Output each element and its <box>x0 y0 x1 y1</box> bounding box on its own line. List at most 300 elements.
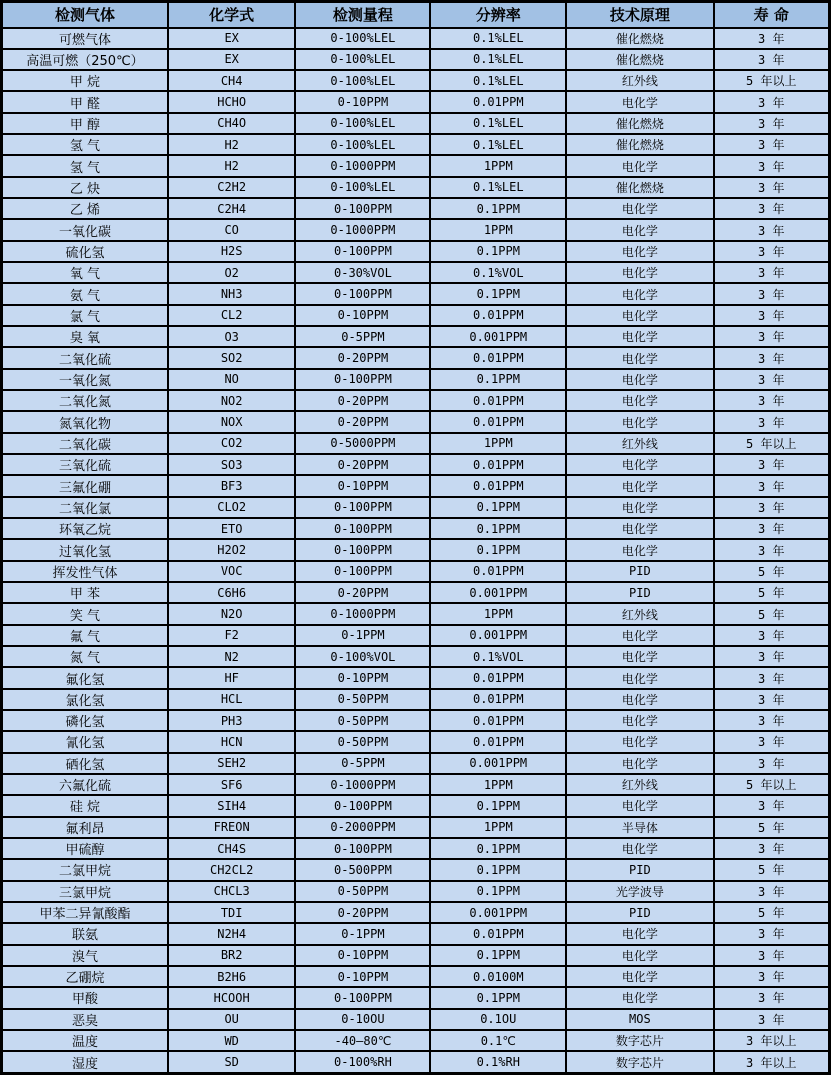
cell-resolution: 0.1PPM <box>430 369 566 390</box>
table-row <box>2 774 830 795</box>
cell-range: 0-100PPM <box>295 561 430 582</box>
cell-life: 5 年 <box>714 902 830 923</box>
table-row <box>2 518 830 539</box>
cell-formula: B2H6 <box>168 966 296 987</box>
table-row <box>2 91 830 112</box>
table-row <box>2 902 830 923</box>
cell-gas: 甲酸 <box>2 987 168 1008</box>
cell-gas: 三氟化硼 <box>2 475 168 496</box>
cell-formula: NO <box>168 369 296 390</box>
cell-life: 3 年 <box>714 49 830 70</box>
cell-range: 0-50PPM <box>295 710 430 731</box>
cell-range: 0-500PPM <box>295 859 430 880</box>
cell-life: 3 年 <box>714 1009 830 1030</box>
cell-principle: 电化学 <box>566 987 713 1008</box>
cell-formula: CH2CL2 <box>168 859 296 880</box>
cell-life: 5 年 <box>714 582 830 603</box>
cell-resolution: 0.01PPM <box>430 710 566 731</box>
cell-life: 3 年 <box>714 326 830 347</box>
cell-principle: 电化学 <box>566 497 713 518</box>
table-row <box>2 411 830 432</box>
cell-formula: H2S <box>168 241 296 262</box>
cell-resolution: 0.1PPM <box>430 198 566 219</box>
cell-principle: 电化学 <box>566 91 713 112</box>
cell-gas: 湿度 <box>2 1051 168 1073</box>
cell-gas: 二氧化碳 <box>2 433 168 454</box>
cell-resolution: 0.001PPM <box>430 582 566 603</box>
cell-life: 3 年 <box>714 155 830 176</box>
cell-formula: OU <box>168 1009 296 1030</box>
cell-principle: 电化学 <box>566 795 713 816</box>
table-row <box>2 795 830 816</box>
table-row <box>2 838 830 859</box>
table-row <box>2 667 830 688</box>
cell-formula: N2O <box>168 603 296 624</box>
cell-range: 0-100PPM <box>295 518 430 539</box>
cell-range: 0-1000PPM <box>295 603 430 624</box>
cell-principle: 电化学 <box>566 198 713 219</box>
cell-life: 3 年 <box>714 923 830 944</box>
cell-life: 3 年 <box>714 966 830 987</box>
cell-gas: 臭 氧 <box>2 326 168 347</box>
cell-principle: 电化学 <box>566 155 713 176</box>
cell-gas: 氯化氢 <box>2 689 168 710</box>
cell-principle: 电化学 <box>566 326 713 347</box>
table-row <box>2 49 830 70</box>
cell-range: 0-100%LEL <box>295 70 430 91</box>
cell-principle: 电化学 <box>566 518 713 539</box>
cell-life: 3 年 <box>714 283 830 304</box>
cell-range: 0-1000PPM <box>295 155 430 176</box>
table-row <box>2 283 830 304</box>
cell-principle: 电化学 <box>566 475 713 496</box>
table-row <box>2 113 830 134</box>
table-row <box>2 945 830 966</box>
cell-life: 3 年 <box>714 91 830 112</box>
cell-range: 0-10PPM <box>295 667 430 688</box>
cell-formula: HCOOH <box>168 987 296 1008</box>
cell-gas: 硫化氢 <box>2 241 168 262</box>
cell-range: 0-20PPM <box>295 454 430 475</box>
cell-range: 0-10OU <box>295 1009 430 1030</box>
table-row <box>2 1030 830 1051</box>
cell-resolution: 1PPM <box>430 774 566 795</box>
cell-life: 3 年 <box>714 497 830 518</box>
cell-principle: 红外线 <box>566 603 713 624</box>
table-row <box>2 625 830 646</box>
cell-principle: 电化学 <box>566 305 713 326</box>
cell-range: 0-100PPM <box>295 241 430 262</box>
header-row <box>2 2 830 28</box>
cell-formula: CH4 <box>168 70 296 91</box>
cell-gas: 六氟化硫 <box>2 774 168 795</box>
cell-life: 3 年 <box>714 838 830 859</box>
cell-formula: O2 <box>168 262 296 283</box>
header-formula: 化学式 <box>168 2 296 28</box>
table-row <box>2 603 830 624</box>
cell-gas: 二氧化硫 <box>2 347 168 368</box>
table-row <box>2 1051 830 1073</box>
cell-principle: 电化学 <box>566 241 713 262</box>
cell-life: 3 年 <box>714 28 830 49</box>
cell-formula: NOX <box>168 411 296 432</box>
cell-formula: WD <box>168 1030 296 1051</box>
cell-gas: 氟化氢 <box>2 667 168 688</box>
table-row <box>2 326 830 347</box>
cell-range: 0-10PPM <box>295 305 430 326</box>
cell-life: 3 年 <box>714 262 830 283</box>
cell-principle: 电化学 <box>566 731 713 752</box>
cell-principle: PID <box>566 561 713 582</box>
cell-resolution: 0.1%RH <box>430 1051 566 1073</box>
cell-range: 0-100PPM <box>295 838 430 859</box>
table-row <box>2 582 830 603</box>
cell-range: 0-30%VOL <box>295 262 430 283</box>
cell-range: 0-50PPM <box>295 881 430 902</box>
cell-formula: CO <box>168 219 296 240</box>
table-row <box>2 219 830 240</box>
cell-gas: 一氧化碳 <box>2 219 168 240</box>
cell-resolution: 0.01PPM <box>430 454 566 475</box>
cell-resolution: 0.1OU <box>430 1009 566 1030</box>
cell-resolution: 0.1%VOL <box>430 262 566 283</box>
cell-gas: 氰化氢 <box>2 731 168 752</box>
cell-life: 3 年 <box>714 134 830 155</box>
cell-life: 5 年 <box>714 603 830 624</box>
cell-formula: SO3 <box>168 454 296 475</box>
table-row <box>2 369 830 390</box>
cell-formula: NH3 <box>168 283 296 304</box>
cell-resolution: 0.001PPM <box>430 625 566 646</box>
cell-resolution: 0.1℃ <box>430 1030 566 1051</box>
table-row <box>2 262 830 283</box>
cell-resolution: 0.01PPM <box>430 347 566 368</box>
cell-range: 0-1000PPM <box>295 219 430 240</box>
cell-life: 5 年 <box>714 817 830 838</box>
cell-resolution: 0.01PPM <box>430 689 566 710</box>
cell-principle: 电化学 <box>566 646 713 667</box>
cell-formula: SO2 <box>168 347 296 368</box>
cell-range: 0-100%RH <box>295 1051 430 1073</box>
table-row <box>2 155 830 176</box>
cell-gas: 笑 气 <box>2 603 168 624</box>
cell-range: 0-10PPM <box>295 91 430 112</box>
cell-formula: HCL <box>168 689 296 710</box>
cell-gas: 乙 炔 <box>2 177 168 198</box>
cell-gas: 乙硼烷 <box>2 966 168 987</box>
cell-resolution: 0.0100M <box>430 966 566 987</box>
cell-principle: 半导体 <box>566 817 713 838</box>
table-row <box>2 454 830 475</box>
cell-life: 5 年 <box>714 561 830 582</box>
cell-life: 5 年 <box>714 859 830 880</box>
cell-resolution: 1PPM <box>430 219 566 240</box>
header-principle: 技术原理 <box>566 2 713 28</box>
cell-principle: 电化学 <box>566 454 713 475</box>
cell-gas: 可燃气体 <box>2 28 168 49</box>
table-row <box>2 689 830 710</box>
cell-formula: SF6 <box>168 774 296 795</box>
cell-resolution: 0.1PPM <box>430 497 566 518</box>
cell-gas: 一氧化氮 <box>2 369 168 390</box>
cell-formula: O3 <box>168 326 296 347</box>
cell-resolution: 0.01PPM <box>430 731 566 752</box>
table-row <box>2 817 830 838</box>
table-row <box>2 881 830 902</box>
cell-life: 3 年 <box>714 518 830 539</box>
cell-principle: 电化学 <box>566 838 713 859</box>
cell-life: 3 年 <box>714 219 830 240</box>
cell-formula: TDI <box>168 902 296 923</box>
table-row <box>2 710 830 731</box>
cell-range: 0-100PPM <box>295 369 430 390</box>
cell-gas: 氟 气 <box>2 625 168 646</box>
cell-range: 0-20PPM <box>295 390 430 411</box>
cell-principle: 电化学 <box>566 411 713 432</box>
table-row <box>2 390 830 411</box>
cell-gas: 甲 烷 <box>2 70 168 91</box>
cell-formula: PH3 <box>168 710 296 731</box>
cell-gas: 联氨 <box>2 923 168 944</box>
cell-resolution: 1PPM <box>430 433 566 454</box>
cell-formula: FREON <box>168 817 296 838</box>
cell-resolution: 0.01PPM <box>430 923 566 944</box>
cell-gas: 甲 醛 <box>2 91 168 112</box>
cell-range: 0-1PPM <box>295 923 430 944</box>
cell-range: 0-1PPM <box>295 625 430 646</box>
header-resolution: 分辨率 <box>430 2 566 28</box>
cell-range: 0-10PPM <box>295 966 430 987</box>
cell-range: 0-100%LEL <box>295 49 430 70</box>
cell-resolution: 0.1PPM <box>430 945 566 966</box>
cell-resolution: 0.1%LEL <box>430 28 566 49</box>
cell-life: 3 年 <box>714 731 830 752</box>
cell-formula: SEH2 <box>168 753 296 774</box>
cell-principle: 光学波导 <box>566 881 713 902</box>
cell-formula: BF3 <box>168 475 296 496</box>
cell-resolution: 0.01PPM <box>430 411 566 432</box>
cell-formula: HCN <box>168 731 296 752</box>
cell-gas: 温度 <box>2 1030 168 1051</box>
cell-life: 3 年 <box>714 795 830 816</box>
cell-gas: 氢 气 <box>2 134 168 155</box>
cell-principle: 电化学 <box>566 369 713 390</box>
table-row <box>2 859 830 880</box>
cell-range: 0-10PPM <box>295 475 430 496</box>
cell-resolution: 0.01PPM <box>430 305 566 326</box>
cell-resolution: 0.1PPM <box>430 838 566 859</box>
cell-resolution: 0.1%VOL <box>430 646 566 667</box>
cell-gas: 氢 气 <box>2 155 168 176</box>
cell-resolution: 0.1PPM <box>430 859 566 880</box>
cell-principle: 电化学 <box>566 966 713 987</box>
cell-life: 3 年 <box>714 475 830 496</box>
header-gas: 检测气体 <box>2 2 168 28</box>
table-row <box>2 28 830 49</box>
cell-formula: EX <box>168 28 296 49</box>
cell-range: 0-5PPM <box>295 753 430 774</box>
cell-resolution: 0.001PPM <box>430 902 566 923</box>
cell-gas: 二氯甲烷 <box>2 859 168 880</box>
table-row <box>2 987 830 1008</box>
cell-life: 3 年 <box>714 454 830 475</box>
cell-life: 3 年 <box>714 710 830 731</box>
cell-resolution: 0.1PPM <box>430 881 566 902</box>
cell-range: 0-1000PPM <box>295 774 430 795</box>
cell-resolution: 0.1%LEL <box>430 177 566 198</box>
cell-formula: NO2 <box>168 390 296 411</box>
cell-principle: 电化学 <box>566 667 713 688</box>
cell-principle: 电化学 <box>566 262 713 283</box>
table-row <box>2 731 830 752</box>
cell-range: 0-20PPM <box>295 347 430 368</box>
cell-gas: 高温可燃（250℃） <box>2 49 168 70</box>
cell-gas: 二氧化氯 <box>2 497 168 518</box>
table-row <box>2 966 830 987</box>
cell-life: 3 年 <box>714 177 830 198</box>
cell-life: 3 年 <box>714 539 830 560</box>
cell-formula: HF <box>168 667 296 688</box>
cell-gas: 三氧化硫 <box>2 454 168 475</box>
cell-gas: 氮氧化物 <box>2 411 168 432</box>
cell-principle: 数字芯片 <box>566 1051 713 1073</box>
header-life: 寿 命 <box>714 2 830 28</box>
cell-resolution: 0.1%LEL <box>430 49 566 70</box>
cell-principle: PID <box>566 859 713 880</box>
cell-range: 0-100PPM <box>295 283 430 304</box>
cell-formula: CHCL3 <box>168 881 296 902</box>
cell-range: 0-100%VOL <box>295 646 430 667</box>
cell-resolution: 1PPM <box>430 603 566 624</box>
table-row <box>2 561 830 582</box>
cell-gas: 三氯甲烷 <box>2 881 168 902</box>
cell-formula: C2H4 <box>168 198 296 219</box>
cell-principle: 催化燃烧 <box>566 49 713 70</box>
cell-principle: 电化学 <box>566 753 713 774</box>
cell-formula: H2 <box>168 134 296 155</box>
cell-principle: 红外线 <box>566 70 713 91</box>
cell-gas: 恶臭 <box>2 1009 168 1030</box>
cell-principle: 电化学 <box>566 283 713 304</box>
cell-range: 0-100%LEL <box>295 28 430 49</box>
cell-range: 0-100PPM <box>295 198 430 219</box>
cell-gas: 甲硫醇 <box>2 838 168 859</box>
cell-range: 0-100PPM <box>295 987 430 1008</box>
cell-principle: 催化燃烧 <box>566 177 713 198</box>
cell-gas: 挥发性气体 <box>2 561 168 582</box>
cell-resolution: 0.1%LEL <box>430 134 566 155</box>
cell-principle: 电化学 <box>566 710 713 731</box>
cell-principle: 电化学 <box>566 945 713 966</box>
cell-resolution: 0.1PPM <box>430 283 566 304</box>
cell-life: 3 年 <box>714 667 830 688</box>
table-row <box>2 198 830 219</box>
cell-principle: MOS <box>566 1009 713 1030</box>
cell-formula: SD <box>168 1051 296 1073</box>
cell-formula: BR2 <box>168 945 296 966</box>
cell-life: 3 年 <box>714 689 830 710</box>
cell-principle: 电化学 <box>566 923 713 944</box>
cell-formula: CL2 <box>168 305 296 326</box>
cell-formula: VOC <box>168 561 296 582</box>
table-row <box>2 646 830 667</box>
cell-gas: 甲苯二异氰酸酯 <box>2 902 168 923</box>
table-row <box>2 497 830 518</box>
cell-range: 0-100%LEL <box>295 113 430 134</box>
table-header <box>2 2 830 28</box>
cell-gas: 硅 烷 <box>2 795 168 816</box>
cell-principle: 催化燃烧 <box>566 28 713 49</box>
table-row <box>2 177 830 198</box>
cell-formula: N2H4 <box>168 923 296 944</box>
cell-resolution: 0.1PPM <box>430 987 566 1008</box>
cell-range: -40—80℃ <box>295 1030 430 1051</box>
cell-life: 3 年 <box>714 113 830 134</box>
cell-life: 3 年 <box>714 411 830 432</box>
cell-life: 3 年以上 <box>714 1051 830 1073</box>
cell-life: 3 年 <box>714 305 830 326</box>
cell-formula: F2 <box>168 625 296 646</box>
cell-formula: ETO <box>168 518 296 539</box>
cell-resolution: 0.001PPM <box>430 326 566 347</box>
table-row <box>2 475 830 496</box>
cell-formula: SIH4 <box>168 795 296 816</box>
cell-life: 3 年 <box>714 347 830 368</box>
cell-resolution: 0.01PPM <box>430 390 566 411</box>
cell-principle: 电化学 <box>566 625 713 646</box>
cell-range: 0-20PPM <box>295 582 430 603</box>
table-row <box>2 347 830 368</box>
cell-principle: 催化燃烧 <box>566 113 713 134</box>
cell-range: 0-20PPM <box>295 411 430 432</box>
cell-gas: 溴气 <box>2 945 168 966</box>
table-row <box>2 241 830 262</box>
cell-gas: 二氧化氮 <box>2 390 168 411</box>
cell-resolution: 0.1PPM <box>430 241 566 262</box>
cell-principle: 红外线 <box>566 433 713 454</box>
cell-gas: 甲 醇 <box>2 113 168 134</box>
cell-range: 0-100PPM <box>295 795 430 816</box>
cell-formula: H2 <box>168 155 296 176</box>
cell-formula: C2H2 <box>168 177 296 198</box>
cell-life: 5 年以上 <box>714 70 830 91</box>
cell-formula: CH4S <box>168 838 296 859</box>
table-row <box>2 134 830 155</box>
cell-resolution: 0.1%LEL <box>430 70 566 91</box>
cell-gas: 氮 气 <box>2 646 168 667</box>
cell-resolution: 0.01PPM <box>430 91 566 112</box>
cell-range: 0-100PPM <box>295 539 430 560</box>
table-body <box>2 28 830 1074</box>
cell-gas: 环氧乙烷 <box>2 518 168 539</box>
cell-resolution: 0.01PPM <box>430 475 566 496</box>
cell-formula: CH4O <box>168 113 296 134</box>
cell-gas: 氧 气 <box>2 262 168 283</box>
cell-life: 3 年以上 <box>714 1030 830 1051</box>
cell-resolution: 0.1PPM <box>430 539 566 560</box>
cell-principle: 电化学 <box>566 390 713 411</box>
cell-formula: CLO2 <box>168 497 296 518</box>
cell-principle: 催化燃烧 <box>566 134 713 155</box>
cell-gas: 氟利昂 <box>2 817 168 838</box>
cell-life: 3 年 <box>714 198 830 219</box>
cell-principle: 电化学 <box>566 539 713 560</box>
cell-principle: 电化学 <box>566 689 713 710</box>
cell-life: 3 年 <box>714 753 830 774</box>
cell-life: 5 年以上 <box>714 433 830 454</box>
cell-gas: 过氧化氢 <box>2 539 168 560</box>
table-row <box>2 1009 830 1030</box>
